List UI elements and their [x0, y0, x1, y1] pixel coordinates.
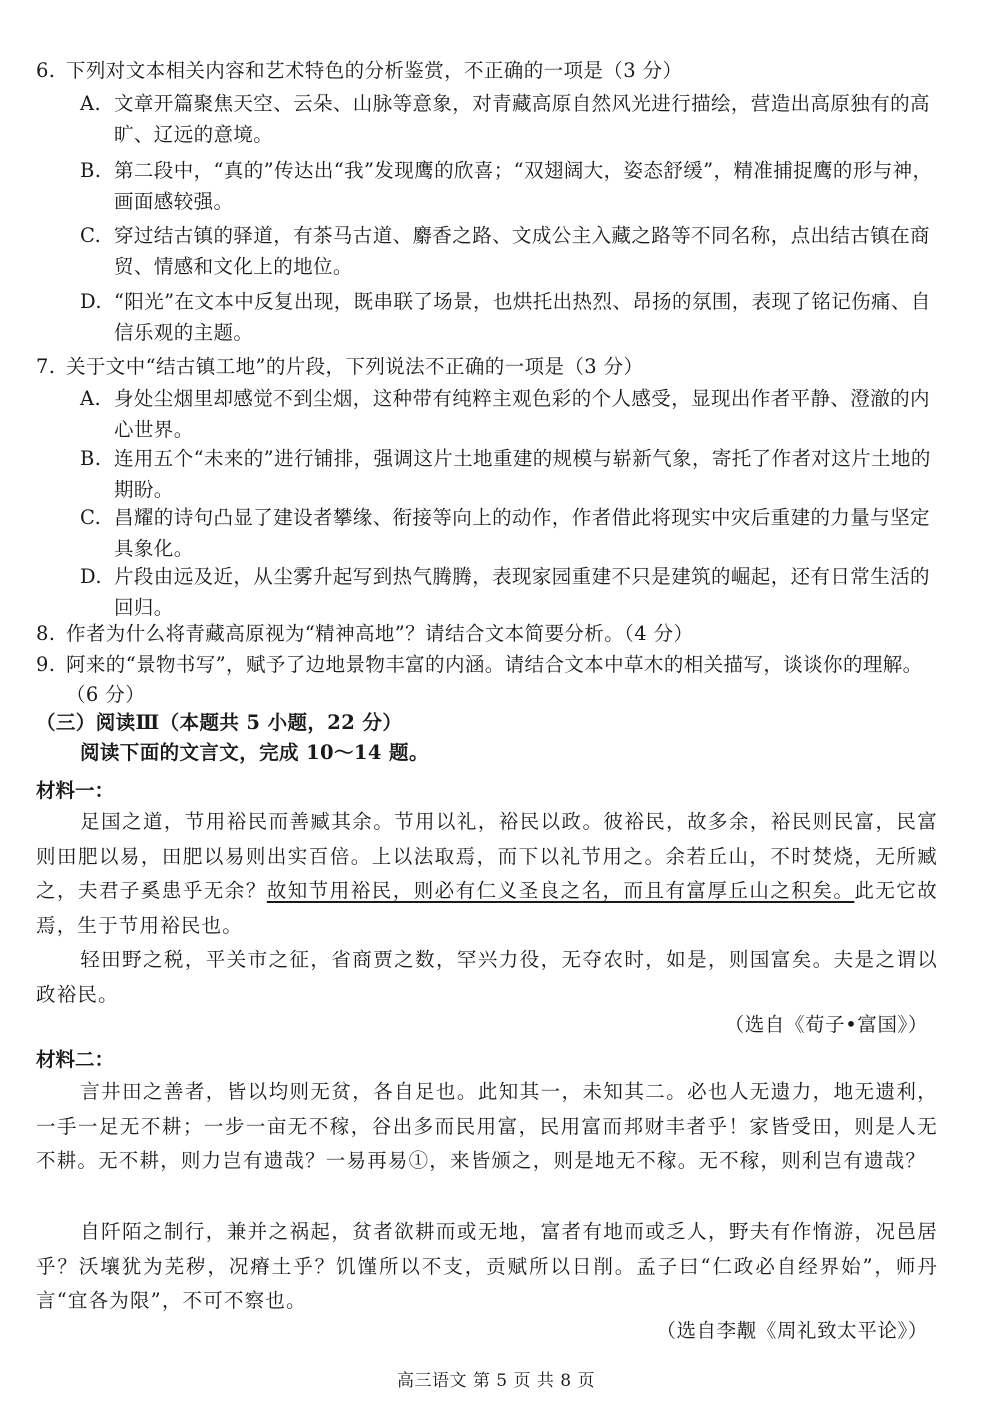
passage-text: 言井田之善者，皆以均则无贫，各自足也。此知其一，未知其二。必也人无遗力，地无遗利，一手一足无不耕；一步一亩无不稼，谷出多而民用富，民用富而邦财丰者乎！家皆受田，则是人无不耕。无不耕，则力岂有遗哉？一易再易①，来皆颁之，则是地无不稼。无不稼，则利岂有遗哉？ — [36, 1080, 938, 1172]
option-text: 昌耀的诗句凸显了建设者攀缘、衔接等向上的动作，作者借此将现实中灾后重建的力量与坚定具象化。 — [114, 506, 930, 560]
option-text: 第二段中，“真的”传达出“我”发现鹰的欣喜；“双翅阔大，姿态舒缓”，精准捕捉鹰的形与神，画面感较强。 — [114, 159, 933, 213]
q6-option-b — [80, 155, 940, 217]
question-text: 关于文中“结古镇工地”的片段，下列说法不正确的一项是（3 分） — [66, 355, 644, 378]
material-2-source: （选自李觏《周礼致太平论》） — [656, 1319, 928, 1342]
option-label: B. — [80, 447, 102, 470]
question-6-stem — [36, 56, 941, 86]
section-title: （三）阅读Ⅲ（本题共 5 小题，22 分） — [36, 711, 403, 734]
question-7-stem — [36, 352, 941, 382]
question-number: 9. — [36, 653, 56, 676]
option-text: 文章开篇聚焦天空、云朵、山脉等意象，对青藏高原自然风光进行描绘，营造出高原独有的高旷、辽远的意境。 — [114, 92, 930, 146]
material-1-source: （选自《荀子•富国》） — [724, 1013, 928, 1036]
question-9-stem — [36, 650, 941, 710]
option-label: C. — [80, 506, 102, 529]
question-text: 作者为什么将青藏高原视为“精神高地”？请结合文本简要分析。（4 分） — [66, 622, 694, 645]
option-text: 连用五个“未来的”进行铺排，强调这片土地重建的规模与崭新气象，寄托了作者对这片土地的期盼。 — [114, 447, 931, 501]
question-number: 7. — [36, 355, 56, 378]
question-number: 6. — [36, 59, 56, 82]
option-text: 片段由远及近，从尘雾升起写到热气腾腾，表现家园重建不只是建筑的崛起，还有日常生活的回归。 — [114, 565, 930, 619]
section-instruction: 阅读下面的文言文，完成 10～14 题。 — [80, 741, 429, 764]
q6-option-d — [80, 286, 940, 348]
passage-text: 自阡陌之制行，兼并之祸起，贫者欲耕而或无地，富者有地而或乏人，野夫有作惰游，况邑居乎？沃壤犹为芜秽，况瘠土乎？饥馑所以不支，贡赋所以日削。孟子曰“仁政必自经界始”，师丹言“宜各为限”，不可不察也。 — [36, 1220, 938, 1312]
passage-text: 足国之道，节用裕民而善臧其余。节用以礼，裕民以政。彼裕民，故多余，裕民则民富，民富则田肥以易，田肥以易则出实百倍。上以法取焉，而下以礼节用之。余若丘山，不时焚烧，无所臧之，夫君子奚患乎无余？ — [36, 810, 938, 902]
option-text: “阳光”在文本中反复出现，既串联了场景，也烘托出热烈、昂扬的氛围，表现了铭记伤痛、自信乐观的主题。 — [114, 290, 931, 344]
option-label: C. — [80, 224, 102, 247]
material-2-heading: 材料二： — [36, 1048, 115, 1071]
question-text: 下列对文本相关内容和艺术特色的分析鉴赏，不正确的一项是（3 分） — [66, 59, 683, 82]
q7-option-a — [80, 383, 940, 445]
q7-option-c — [80, 502, 940, 564]
q7-option-d — [80, 561, 940, 623]
q6-option-a — [80, 88, 940, 150]
option-label: D. — [80, 290, 102, 313]
question-8-stem — [36, 619, 941, 649]
option-label: A. — [80, 387, 102, 410]
material-1-paragraph-2 — [36, 943, 938, 1012]
passage-text: 轻田野之税，平关市之征，省商贾之数，罕兴力役，无夺农时，如是，则国富矣。夫是之谓以政裕民。 — [36, 948, 938, 1006]
option-label: A. — [80, 92, 102, 115]
page-footer: 高三语文 第 5 页 共 8 页 — [396, 1371, 596, 1391]
material-2-paragraph-1 — [36, 1075, 938, 1179]
material-2-paragraph-2 — [36, 1215, 938, 1319]
material-1-heading: 材料一： — [36, 779, 115, 802]
option-text: 穿过结古镇的驿道，有茶马古道、麝香之路、文成公主入藏之路等不同名称，点出结古镇在商贸、情感和文化上的地位。 — [114, 224, 930, 278]
material-1-paragraph-1 — [36, 805, 938, 943]
option-text: 身处尘烟里却感觉不到尘烟，这种带有纯粹主观色彩的个人感受，显现出作者平静、澄澈的内心世界。 — [114, 387, 930, 441]
question-number: 8. — [36, 622, 56, 645]
q7-option-b — [80, 443, 940, 505]
passage-text: 此无它故焉，生于节用裕民也。 — [36, 879, 938, 937]
q6-option-c — [80, 220, 940, 282]
option-label: B. — [80, 159, 102, 182]
underlined-sentence: 故知节用裕民，则必有仁义圣良之名，而且有富厚丘山之积矣。 — [266, 879, 855, 902]
question-text: 阿来的“景物书写”，赋予了边地景物丰富的内涵。请结合文本中草木的相关描写，谈谈你的理解。（6 分） — [66, 653, 923, 706]
option-label: D. — [80, 565, 102, 588]
